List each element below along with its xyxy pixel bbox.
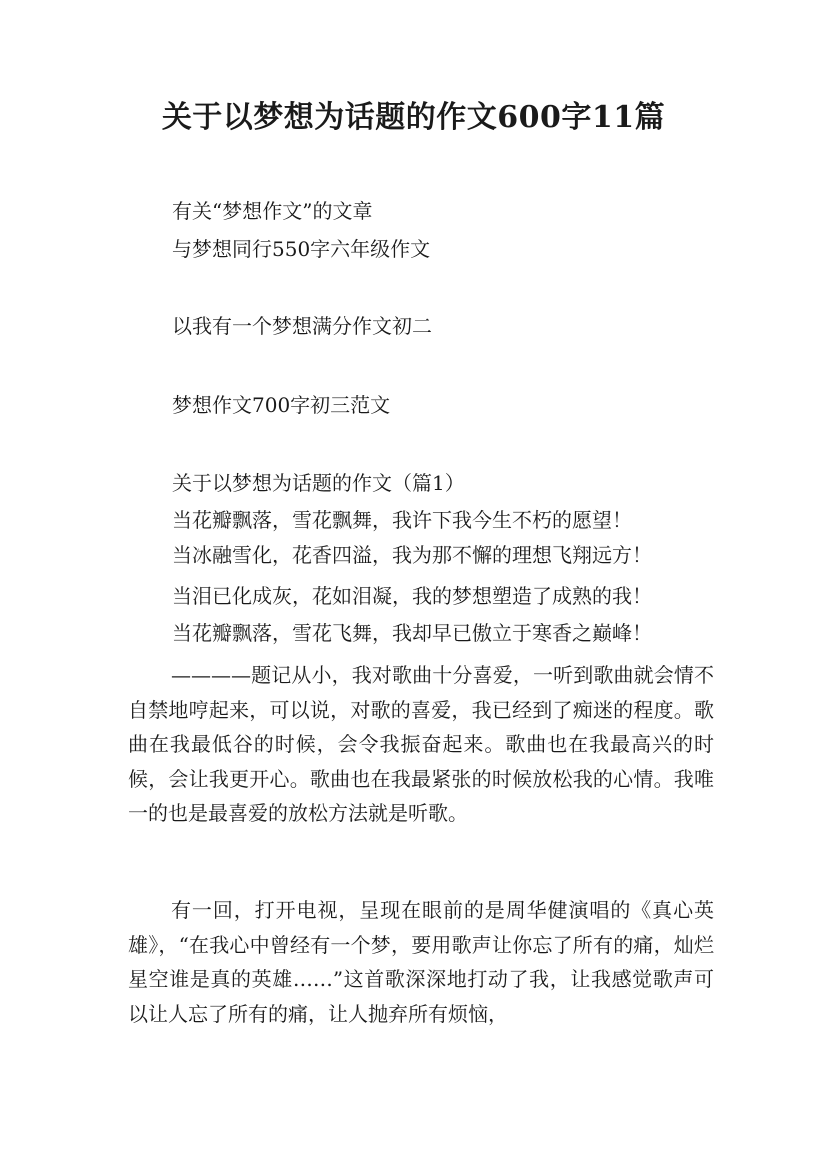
related-article-link[interactable]: 与梦想同行550字六年级作文 <box>172 237 431 261</box>
poem-line: 当花瓣飘落，雪花飘舞，我许下我今生不朽的愿望！ <box>172 508 632 532</box>
body-paragraph: 有一回，打开电视，呈现在眼前的是周华健演唱的《真心英雄》，“在我心中曾经有一个梦，要用歌声让你忘了所有的痛，灿烂星空谁是真的英雄……”这首歌深深地打动了我，让我感觉歌声可以让人忘了所有的痛，让人抛弃所有烦恼， <box>128 898 714 1026</box>
poem-line: 当泪已化成灰，花如泪凝，我的梦想塑造了成熟的我！ <box>172 584 652 608</box>
related-articles-heading: 有关“梦想作文”的文章 <box>172 199 373 223</box>
body-paragraph: ————题记从小，我对歌曲十分喜爱，一听到歌曲就会情不自禁地哼起来，可以说，对歌的喜爱，我已经到了痴迷的程度。歌曲在我最低谷的时候，会令我振奋起来。歌曲也在我最高兴的时候，会让我更开心。歌曲也在我最紧张的时候放松我的心情。我唯一的也是最喜爱的放松方法就是听歌。 <box>128 663 714 825</box>
section-heading: 关于以梦想为话题的作文（篇1） <box>172 471 465 495</box>
document-title: 关于以梦想为话题的作文600字11篇 <box>161 100 666 135</box>
poem-line: 当花瓣飘落，雪花飞舞，我却早已傲立于寒香之巅峰！ <box>172 621 652 645</box>
related-article-link[interactable]: 以我有一个梦想满分作文初二 <box>172 314 432 338</box>
related-article-link[interactable]: 梦想作文700字初三范文 <box>172 393 391 417</box>
poem-line: 当冰融雪化，花香四溢，我为那不懈的理想飞翔远方！ <box>172 543 652 567</box>
